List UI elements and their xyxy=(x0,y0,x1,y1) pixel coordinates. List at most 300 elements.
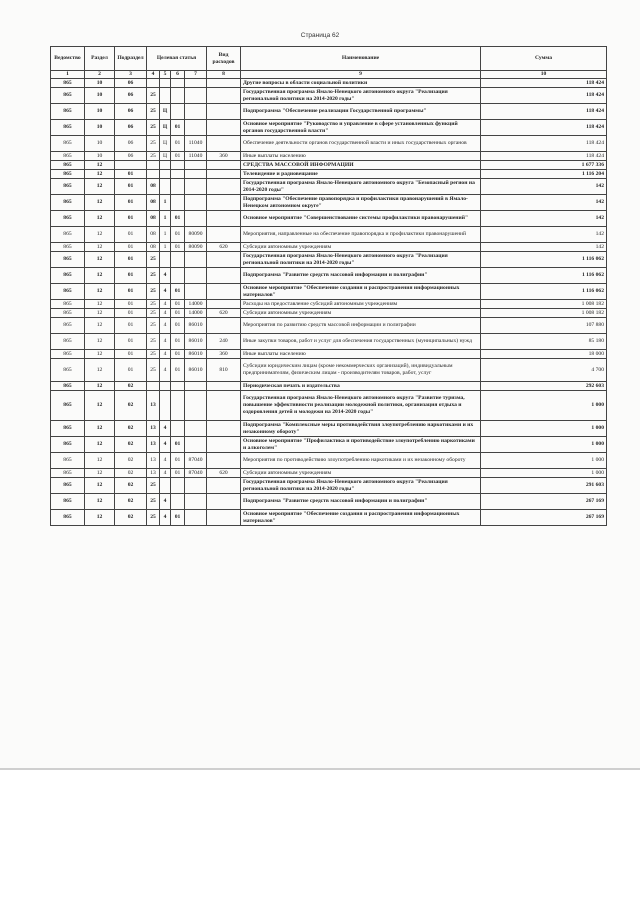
cell-event: 01 xyxy=(171,334,185,350)
cell-subprogram: Ц xyxy=(160,120,171,136)
cell-subprogram: 4 xyxy=(160,309,171,318)
cell-ved: 865 xyxy=(51,252,85,268)
table-row xyxy=(51,318,607,334)
cell-sum: 118 424 xyxy=(481,152,607,161)
cell-direction xyxy=(185,120,207,136)
cell-event xyxy=(171,170,185,179)
cell-program: 25 xyxy=(147,318,160,334)
cell-program: 08 xyxy=(147,211,160,227)
cell-vid: 810 xyxy=(207,359,241,382)
cell-ved: 865 xyxy=(51,136,85,152)
cell-name: Субсидии автономным учреждениям xyxy=(241,243,481,252)
cell-podrazdel: 02 xyxy=(115,391,147,421)
cell-event xyxy=(171,252,185,268)
cell-program xyxy=(147,79,160,88)
cell-subprogram: 4 xyxy=(160,437,171,453)
cell-vid xyxy=(207,161,241,170)
cell-event xyxy=(171,478,185,494)
cell-name: Подпрограмма "Развитие средств массовой информации и полиграфии" xyxy=(241,268,481,284)
cell-program: 08 xyxy=(147,243,160,252)
cell-subprogram: Ц xyxy=(160,136,171,152)
cell-direction: 80090 xyxy=(185,227,207,243)
table-row xyxy=(51,195,607,211)
cell-podrazdel: 02 xyxy=(115,494,147,510)
cell-podrazdel: 06 xyxy=(115,104,147,120)
cell-direction xyxy=(185,170,207,179)
cell-razdel: 12 xyxy=(85,494,115,510)
cell-name: Мероприятия, направленные на обеспечение правопорядка и профилактики правонарушений xyxy=(241,227,481,243)
cell-program: 25 xyxy=(147,252,160,268)
cell-direction xyxy=(185,494,207,510)
cell-razdel: 12 xyxy=(85,309,115,318)
cell-sum: 1 000 xyxy=(481,453,607,469)
cell-direction: 86010 xyxy=(185,350,207,359)
cell-subprogram: 4 xyxy=(160,453,171,469)
cell-ved: 865 xyxy=(51,421,85,437)
cell-ved: 865 xyxy=(51,334,85,350)
cell-podrazdel: 01 xyxy=(115,252,147,268)
cell-subprogram: 4 xyxy=(160,421,171,437)
cell-podrazdel: 01 xyxy=(115,243,147,252)
cell-direction xyxy=(185,195,207,211)
cell-razdel: 12 xyxy=(85,421,115,437)
cell-subprogram xyxy=(160,88,171,104)
table-row xyxy=(51,152,607,161)
cell-sum: 118 424 xyxy=(481,120,607,136)
cell-vid xyxy=(207,252,241,268)
cell-razdel: 12 xyxy=(85,382,115,391)
cell-vid xyxy=(207,227,241,243)
page-number-label: Страница 62 xyxy=(300,32,340,39)
cell-podrazdel: 02 xyxy=(115,510,147,526)
table-row xyxy=(51,309,607,318)
cell-podrazdel: 02 xyxy=(115,469,147,478)
cell-vid: 240 xyxy=(207,334,241,350)
cell-program: 25 xyxy=(147,284,160,300)
cell-event xyxy=(171,161,185,170)
cell-subprogram xyxy=(160,478,171,494)
cell-event xyxy=(171,104,185,120)
cell-direction: 86010 xyxy=(185,318,207,334)
column-number-row xyxy=(51,71,607,79)
cell-name: Иные выплаты населению xyxy=(241,152,481,161)
column-number: 2 xyxy=(85,71,115,79)
cell-direction xyxy=(185,88,207,104)
cell-vid xyxy=(207,136,241,152)
cell-podrazdel: 01 xyxy=(115,334,147,350)
cell-direction: 11040 xyxy=(185,136,207,152)
cell-direction xyxy=(185,284,207,300)
cell-sum: 1 000 xyxy=(481,437,607,453)
cell-ved: 865 xyxy=(51,494,85,510)
cell-sum: 1 008 182 xyxy=(481,309,607,318)
cell-program: 13 xyxy=(147,421,160,437)
cell-program: 25 xyxy=(147,136,160,152)
cell-sum: 1 000 xyxy=(481,469,607,478)
cell-sum: 118 424 xyxy=(481,88,607,104)
cell-event xyxy=(171,391,185,421)
cell-direction xyxy=(185,437,207,453)
cell-direction: 86010 xyxy=(185,359,207,382)
cell-direction xyxy=(185,104,207,120)
cell-event: 01 xyxy=(171,469,185,478)
cell-name: СРЕДСТВА МАССОВОЙ ИНФОРМАЦИИ xyxy=(241,161,481,170)
table-row xyxy=(51,510,607,526)
cell-program xyxy=(147,170,160,179)
cell-direction xyxy=(185,268,207,284)
cell-direction xyxy=(185,382,207,391)
table-row xyxy=(51,478,607,494)
cell-subprogram: 1 xyxy=(160,195,171,211)
cell-podrazdel: 01 xyxy=(115,227,147,243)
table-row xyxy=(51,334,607,350)
cell-subprogram: 1 xyxy=(160,227,171,243)
cell-sum: 85 180 xyxy=(481,334,607,350)
table-row xyxy=(51,350,607,359)
cell-program: 08 xyxy=(147,179,160,195)
cell-vid xyxy=(207,300,241,309)
table-row xyxy=(51,170,607,179)
cell-name: Мероприятия по противодействию злоупотреблению наркотиками и их незаконному обороту xyxy=(241,453,481,469)
cell-ved: 865 xyxy=(51,268,85,284)
cell-razdel: 12 xyxy=(85,252,115,268)
cell-vid: 620 xyxy=(207,243,241,252)
cell-razdel: 12 xyxy=(85,469,115,478)
cell-vid: 620 xyxy=(207,469,241,478)
cell-podrazdel: 01 xyxy=(115,170,147,179)
table-row xyxy=(51,104,607,120)
table-row xyxy=(51,469,607,478)
cell-ved: 865 xyxy=(51,161,85,170)
cell-ved: 865 xyxy=(51,318,85,334)
cell-ved: 865 xyxy=(51,211,85,227)
cell-program: 25 xyxy=(147,510,160,526)
cell-razdel: 10 xyxy=(85,79,115,88)
cell-name: Другие вопросы в области социальной политики xyxy=(241,79,481,88)
cell-name: Иные выплаты населению xyxy=(241,350,481,359)
cell-name: Основное мероприятие "Профилактика и противодействие злоупотреблению наркотиками и алкоголем" xyxy=(241,437,481,453)
cell-sum: 1 116 062 xyxy=(481,252,607,268)
cell-razdel: 12 xyxy=(85,453,115,469)
table-row xyxy=(51,211,607,227)
cell-direction: 86010 xyxy=(185,334,207,350)
cell-event: 01 xyxy=(171,359,185,382)
cell-direction xyxy=(185,391,207,421)
column-number: 3 xyxy=(115,71,147,79)
cell-name: Телевидение и радиовещание xyxy=(241,170,481,179)
cell-name: Государственная программа Ямало-Ненецкого автономного округа "Безопасный регион на 2014-2020 годы" xyxy=(241,179,481,195)
cell-subprogram: 1 xyxy=(160,211,171,227)
cell-event: 01 xyxy=(171,300,185,309)
cell-program: 25 xyxy=(147,104,160,120)
cell-event: 01 xyxy=(171,309,185,318)
cell-name: Основное мероприятие "Совершенствование системы профилактики правонарушений" xyxy=(241,211,481,227)
cell-name: Периодическая печать и издательства xyxy=(241,382,481,391)
cell-podrazdel: 01 xyxy=(115,179,147,195)
cell-subprogram xyxy=(160,179,171,195)
cell-event: 01 xyxy=(171,284,185,300)
cell-program: 13 xyxy=(147,391,160,421)
table-row xyxy=(51,243,607,252)
cell-direction xyxy=(185,421,207,437)
cell-ved: 865 xyxy=(51,104,85,120)
cell-name: Основное мероприятие "Руководство и управление в сфере установленных функций органов государственной власти" xyxy=(241,120,481,136)
cell-sum: 292 603 xyxy=(481,382,607,391)
cell-podrazdel: 06 xyxy=(115,120,147,136)
cell-vid xyxy=(207,88,241,104)
cell-program: 25 xyxy=(147,478,160,494)
cell-razdel: 10 xyxy=(85,120,115,136)
cell-sum: 142 xyxy=(481,211,607,227)
cell-razdel: 12 xyxy=(85,195,115,211)
cell-ved: 865 xyxy=(51,382,85,391)
cell-sum: 142 xyxy=(481,195,607,211)
cell-vid xyxy=(207,510,241,526)
cell-event xyxy=(171,79,185,88)
cell-ved: 865 xyxy=(51,243,85,252)
cell-razdel: 12 xyxy=(85,300,115,309)
cell-razdel: 12 xyxy=(85,268,115,284)
cell-subprogram: 4 xyxy=(160,334,171,350)
table-row xyxy=(51,421,607,437)
cell-sum: 142 xyxy=(481,243,607,252)
cell-direction xyxy=(185,252,207,268)
cell-name: Субсидии автономным учреждениям xyxy=(241,309,481,318)
cell-ved: 865 xyxy=(51,227,85,243)
table-row xyxy=(51,120,607,136)
cell-event: 01 xyxy=(171,211,185,227)
cell-ved: 865 xyxy=(51,478,85,494)
column-number: 6 xyxy=(171,71,185,79)
cell-razdel: 12 xyxy=(85,161,115,170)
cell-razdel: 12 xyxy=(85,510,115,526)
table-row xyxy=(51,382,607,391)
cell-subprogram: 1 xyxy=(160,243,171,252)
cell-razdel: 12 xyxy=(85,179,115,195)
cell-subprogram: 4 xyxy=(160,318,171,334)
table-row xyxy=(51,453,607,469)
cell-ved: 865 xyxy=(51,284,85,300)
cell-subprogram: 4 xyxy=(160,268,171,284)
cell-event: 01 xyxy=(171,136,185,152)
header-vid: Вид расходов xyxy=(207,47,241,71)
cell-event xyxy=(171,421,185,437)
cell-sum: 4 700 xyxy=(481,359,607,382)
cell-program xyxy=(147,382,160,391)
cell-vid xyxy=(207,391,241,421)
cell-razdel: 12 xyxy=(85,318,115,334)
cell-event: 01 xyxy=(171,437,185,453)
cell-vid xyxy=(207,170,241,179)
cell-sum: 1 677 336 xyxy=(481,161,607,170)
cell-subprogram: 4 xyxy=(160,510,171,526)
cell-subprogram: 4 xyxy=(160,494,171,510)
cell-program: 25 xyxy=(147,88,160,104)
cell-podrazdel: 02 xyxy=(115,437,147,453)
cell-vid xyxy=(207,494,241,510)
cell-name: Государственная программа Ямало-Ненецкого автономного округа "Реализация региональной политики на 2014-2020 годы" xyxy=(241,252,481,268)
cell-program: 13 xyxy=(147,437,160,453)
table-row xyxy=(51,136,607,152)
cell-direction: 14000 xyxy=(185,309,207,318)
cell-name: Субсидии автономным учреждениям xyxy=(241,469,481,478)
cell-podrazdel: 06 xyxy=(115,136,147,152)
cell-name: Основное мероприятие "Обеспечение создания и распространения информационных материалов" xyxy=(241,510,481,526)
cell-event xyxy=(171,494,185,510)
cell-podrazdel: 01 xyxy=(115,318,147,334)
cell-ved: 865 xyxy=(51,437,85,453)
cell-event xyxy=(171,88,185,104)
cell-event: 01 xyxy=(171,350,185,359)
cell-program: 08 xyxy=(147,227,160,243)
table-row xyxy=(51,268,607,284)
cell-vid xyxy=(207,268,241,284)
table-row xyxy=(51,284,607,300)
cell-name: Обеспечение деятельности органов государственной власти и иных государственных органов xyxy=(241,136,481,152)
header-razdel: Раздел xyxy=(85,47,115,71)
cell-podrazdel: 01 xyxy=(115,359,147,382)
cell-event xyxy=(171,268,185,284)
cell-subprogram xyxy=(160,161,171,170)
cell-podrazdel: 01 xyxy=(115,268,147,284)
column-number: 8 xyxy=(207,71,241,79)
cell-sum: 267 169 xyxy=(481,494,607,510)
cell-direction xyxy=(185,478,207,494)
cell-podrazdel: 06 xyxy=(115,79,147,88)
cell-program: 08 xyxy=(147,195,160,211)
table-row xyxy=(51,88,607,104)
cell-ved: 865 xyxy=(51,510,85,526)
cell-program: 25 xyxy=(147,309,160,318)
cell-sum: 1 000 xyxy=(481,421,607,437)
cell-podrazdel: 02 xyxy=(115,421,147,437)
cell-razdel: 12 xyxy=(85,391,115,421)
cell-event: 01 xyxy=(171,243,185,252)
table-row xyxy=(51,179,607,195)
cell-razdel: 10 xyxy=(85,88,115,104)
table-row xyxy=(51,300,607,309)
cell-name: Государственная программа Ямало-Ненецкого автономного округа "Реализация региональной политики на 2014-2020 годы" xyxy=(241,478,481,494)
header-sum: Сумма xyxy=(481,47,607,71)
cell-sum: 118 424 xyxy=(481,104,607,120)
cell-podrazdel: 06 xyxy=(115,152,147,161)
cell-direction: 87040 xyxy=(185,453,207,469)
cell-program: 25 xyxy=(147,334,160,350)
cell-vid xyxy=(207,79,241,88)
cell-event: 01 xyxy=(171,120,185,136)
budget-table xyxy=(50,46,607,526)
cell-program xyxy=(147,161,160,170)
column-number: 5 xyxy=(160,71,171,79)
cell-sum: 1 000 xyxy=(481,391,607,421)
cell-ved: 865 xyxy=(51,195,85,211)
cell-program: 13 xyxy=(147,469,160,478)
cell-sum: 118 424 xyxy=(481,136,607,152)
cell-event: 01 xyxy=(171,510,185,526)
cell-ved: 865 xyxy=(51,88,85,104)
cell-program: 25 xyxy=(147,120,160,136)
table-row xyxy=(51,252,607,268)
column-number: 1 xyxy=(51,71,85,79)
cell-subprogram xyxy=(160,382,171,391)
cell-vid: 620 xyxy=(207,309,241,318)
cell-razdel: 10 xyxy=(85,104,115,120)
cell-razdel: 12 xyxy=(85,334,115,350)
cell-razdel: 12 xyxy=(85,243,115,252)
cell-name: Подпрограмма "Развитие средств массовой информации и полиграфии" xyxy=(241,494,481,510)
cell-direction xyxy=(185,179,207,195)
cell-name: Мероприятия по развитию средств массовой информации и полиграфии xyxy=(241,318,481,334)
cell-vid: 360 xyxy=(207,350,241,359)
cell-event xyxy=(171,382,185,391)
cell-program: 13 xyxy=(147,453,160,469)
cell-vid xyxy=(207,179,241,195)
cell-sum: 1 008 182 xyxy=(481,300,607,309)
column-number: 9 xyxy=(241,71,481,79)
cell-podrazdel: 01 xyxy=(115,211,147,227)
cell-razdel: 10 xyxy=(85,136,115,152)
cell-program: 25 xyxy=(147,494,160,510)
cell-ved: 865 xyxy=(51,79,85,88)
header-name: Наименование xyxy=(241,47,481,71)
cell-podrazdel: 02 xyxy=(115,382,147,391)
cell-ved: 865 xyxy=(51,453,85,469)
header-ved: Ведомство xyxy=(51,47,85,71)
cell-direction xyxy=(185,79,207,88)
cell-subprogram: 4 xyxy=(160,284,171,300)
cell-podrazdel: 01 xyxy=(115,350,147,359)
cell-ved: 865 xyxy=(51,152,85,161)
table-row xyxy=(51,391,607,421)
cell-ved: 865 xyxy=(51,309,85,318)
cell-razdel: 12 xyxy=(85,350,115,359)
cell-subprogram xyxy=(160,79,171,88)
cell-subprogram: Ц xyxy=(160,104,171,120)
cell-podrazdel: 01 xyxy=(115,195,147,211)
cell-razdel: 12 xyxy=(85,284,115,300)
table-row xyxy=(51,161,607,170)
cell-name: Подпрограмма "Обеспечение правопорядка и профилактики правонарушений в Ямало-Ненецком автономном округе" xyxy=(241,195,481,211)
cell-razdel: 12 xyxy=(85,478,115,494)
cell-subprogram: 4 xyxy=(160,469,171,478)
table-row xyxy=(51,359,607,382)
table-row xyxy=(51,227,607,243)
cell-name: Основное мероприятие "Обеспечение создания и распространения информационных материалов" xyxy=(241,284,481,300)
cell-direction: 87040 xyxy=(185,469,207,478)
column-number: 7 xyxy=(185,71,207,79)
header-target: Целевая статья xyxy=(147,47,207,71)
cell-vid xyxy=(207,195,241,211)
cell-direction: 14000 xyxy=(185,300,207,309)
cell-razdel: 12 xyxy=(85,211,115,227)
cell-event xyxy=(171,195,185,211)
cell-sum: 1 116 204 xyxy=(481,170,607,179)
cell-ved: 865 xyxy=(51,120,85,136)
cell-direction xyxy=(185,510,207,526)
cell-sum: 18 000 xyxy=(481,350,607,359)
cell-sum: 107 880 xyxy=(481,318,607,334)
cell-podrazdel xyxy=(115,161,147,170)
cell-vid xyxy=(207,104,241,120)
cell-vid xyxy=(207,211,241,227)
cell-ved: 865 xyxy=(51,359,85,382)
cell-sum: 267 169 xyxy=(481,510,607,526)
cell-sum: 142 xyxy=(481,179,607,195)
cell-program: 25 xyxy=(147,300,160,309)
cell-razdel: 12 xyxy=(85,359,115,382)
cell-subprogram: 4 xyxy=(160,359,171,382)
cell-vid xyxy=(207,382,241,391)
